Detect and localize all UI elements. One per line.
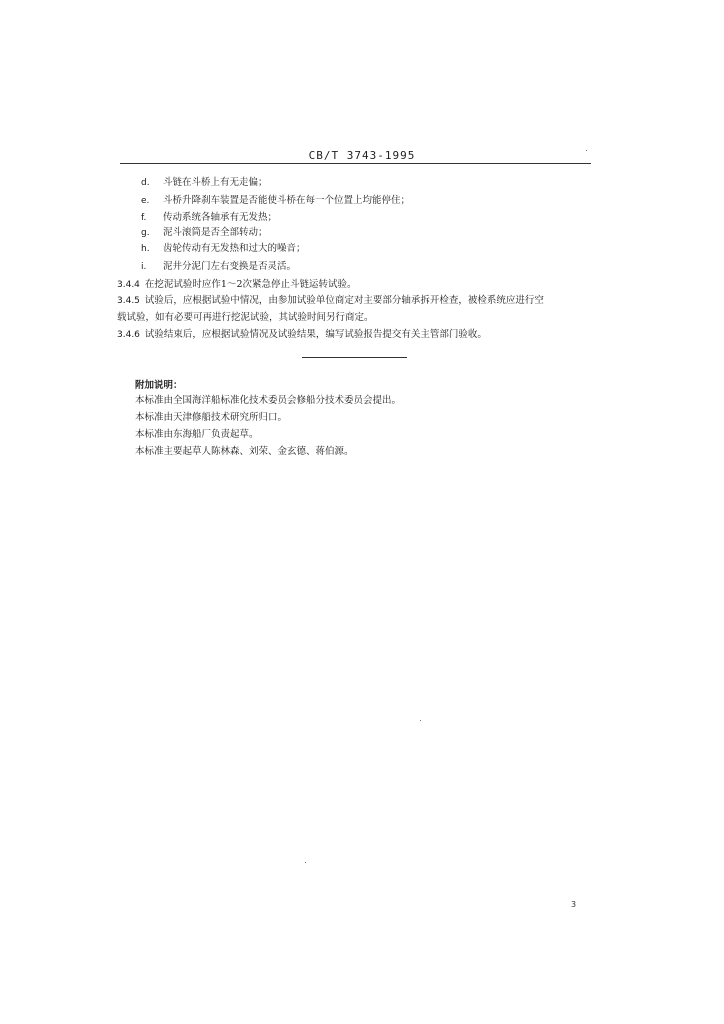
scan-speck bbox=[586, 150, 587, 151]
item-marker: h. bbox=[141, 244, 150, 254]
note-line: 本标准由天津修船技术研究所归口。 bbox=[135, 412, 288, 423]
item-text: 泥斗滚筒是否全部转动； bbox=[163, 227, 268, 238]
clause-3-4-4 bbox=[117, 279, 357, 291]
clause-text: 在挖泥试验时应作1～2次紧急停止斗链运转试验。 bbox=[144, 279, 357, 290]
note-line: 本标准由东海船厂负责起草。 bbox=[135, 429, 259, 440]
item-marker: e. bbox=[141, 196, 150, 206]
item-marker: d. bbox=[141, 178, 150, 188]
list-item-e bbox=[141, 195, 410, 207]
note-line: 本标准由全国海洋船标准化技术委员会修船分技术委员会提出。 bbox=[135, 395, 402, 406]
scan-speck bbox=[305, 862, 306, 863]
page-number: 3 bbox=[571, 900, 577, 909]
clause-3-4-6 bbox=[117, 329, 487, 341]
item-text: 齿轮传动有无发热和过大的噪音； bbox=[163, 243, 306, 254]
clause-text: 试验后，应根据试验中情况，由参加试验单位商定对主要部分轴承拆开检查，被检系统应进行空 bbox=[144, 295, 544, 306]
clause-number: 3.4.4 bbox=[117, 280, 140, 290]
list-item-d bbox=[141, 177, 268, 189]
scan-speck bbox=[420, 720, 421, 721]
end-of-text-rule bbox=[302, 357, 407, 358]
list-item-i bbox=[141, 261, 296, 273]
standard-code-header: CB/T 3743-1995 bbox=[308, 149, 416, 162]
clause-text: 试验结束后，应根据试验情况及试验结果，编写试验报告提交有关主管部门验收。 bbox=[144, 329, 487, 340]
clause-3-4-5-continuation: 载试验，如有必要可再进行挖泥试验，其试验时间另行商定。 bbox=[117, 312, 374, 323]
note-line: 本标准主要起草人陈林森、刘荣、金玄德、蒋伯源。 bbox=[135, 446, 354, 457]
additional-notes-title: 附加说明： bbox=[135, 380, 183, 391]
item-text: 斗桥升降刹车装置是否能使斗桥在每一个位置上均能停住； bbox=[163, 195, 411, 206]
item-marker: g. bbox=[141, 228, 150, 238]
list-item-g bbox=[141, 227, 268, 239]
header-rule bbox=[120, 163, 591, 164]
clause-3-4-5 bbox=[117, 295, 544, 307]
list-item-h bbox=[141, 243, 306, 255]
item-text: 泥井分泥门左右变换是否灵活。 bbox=[163, 261, 297, 272]
clause-number: 3.4.6 bbox=[117, 330, 140, 340]
item-text: 传动系统各轴承有无发热； bbox=[163, 212, 278, 223]
item-text: 斗链在斗桥上有无走偏； bbox=[163, 177, 268, 188]
clause-number: 3.4.5 bbox=[117, 296, 140, 306]
item-marker: f. bbox=[141, 213, 147, 223]
item-marker: i. bbox=[141, 262, 147, 272]
list-item-f bbox=[141, 212, 277, 224]
